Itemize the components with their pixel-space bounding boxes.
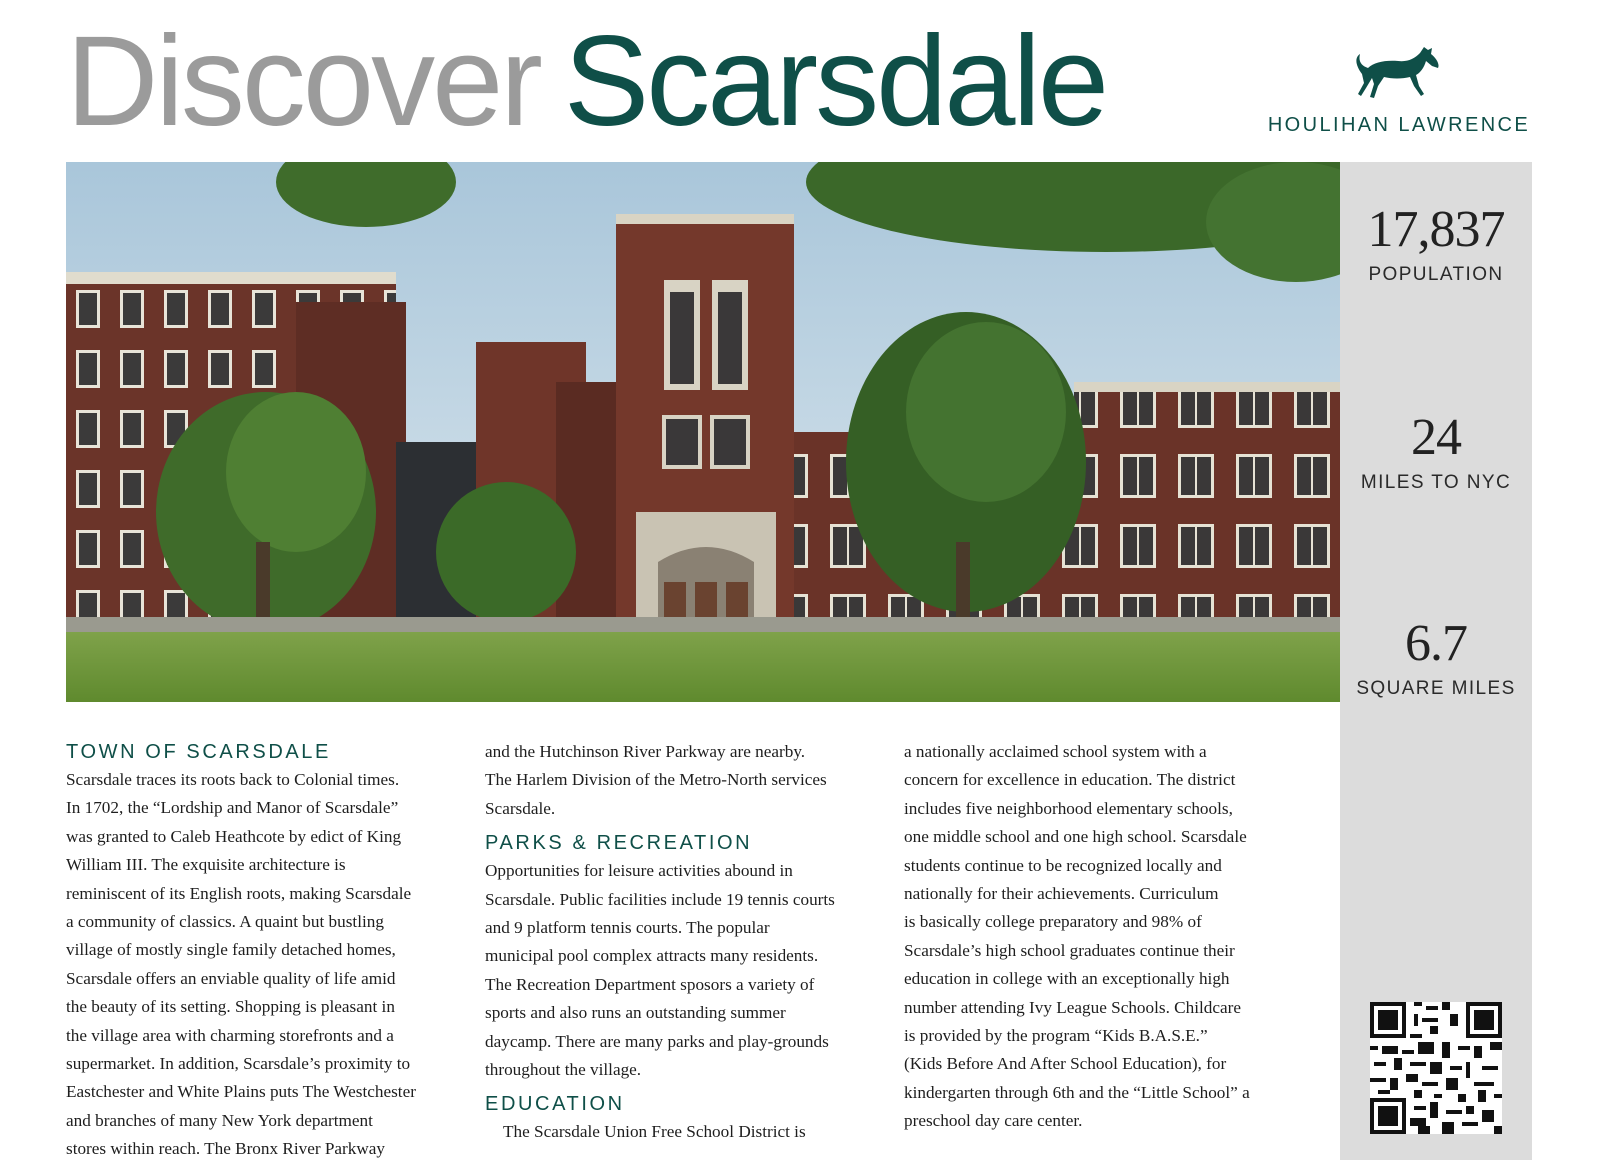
hero-photo-school (66, 162, 1340, 702)
text-line: The Harlem Division of the Metro-North services (485, 770, 827, 790)
text-line: number attending Ivy League Schools. Childcare (904, 997, 1241, 1017)
horse-icon (1352, 44, 1448, 104)
stat-square-miles (1340, 615, 1532, 700)
text-line: Scarsdale. (485, 798, 556, 818)
text-line: Scarsdale offers an enviable quality of life amid (66, 968, 396, 988)
text-line: and branches of many New York department (66, 1110, 373, 1130)
title-word-discover: Discover (66, 10, 540, 153)
text-line: the village area with charming storefronts and a (66, 1025, 394, 1045)
text-line: one middle school and one high school. Scarsdale (904, 827, 1247, 847)
text-line: The Scarsdale Union Free School District is (503, 1122, 806, 1142)
text-line: a nationally acclaimed school system with a (904, 742, 1207, 761)
section-heading-town: TOWN OF SCARSDALE (66, 741, 331, 763)
text-line: preschool day care center. (904, 1111, 1083, 1131)
text-line: Scarsdale’s high school graduates continue their (904, 940, 1235, 960)
page-title (66, 10, 1107, 153)
text-line: reminiscent of its English roots, making Scarsdale (66, 883, 412, 903)
stat-label: MILES TO NYC (1360, 472, 1512, 493)
text-line: kindergarten through 6th and the “Little School” a (904, 1082, 1250, 1102)
text-line: Scarsdale. Public facilities include 19 tennis courts (485, 889, 835, 909)
text-line: Scarsdale traces its roots back to Colonial times. (66, 770, 400, 789)
stat-label: SQUARE MILES (1356, 678, 1516, 699)
text-line: municipal pool complex attracts many residents. (485, 946, 819, 966)
text-line: is basically college preparatory and 98% of (904, 912, 1202, 932)
stat-value: 17,837 (1367, 201, 1505, 258)
text-line: In 1702, the “Lordship and Manor of Scarsdale” (66, 798, 399, 818)
text-line: daycamp. There are many parks and play-grounds (485, 1031, 829, 1051)
column-2 (485, 738, 885, 1147)
text-line: and 9 platform tennis courts. The popular (485, 918, 770, 938)
text-line: education in college with an exceptionally high (904, 969, 1230, 989)
stat-miles-to-nyc (1340, 409, 1532, 494)
text-line: the beauty of its setting. Shopping is pleasant in (66, 997, 395, 1017)
text-line: concern for excellence in education. The district (904, 770, 1236, 790)
text-line: a community of classics. A quaint but bustling (66, 912, 384, 932)
stat-value: 6.7 (1405, 615, 1467, 672)
text-line: includes five neighborhood elementary schools, (904, 798, 1233, 818)
column-1 (66, 738, 466, 1164)
text-line: nationally for their achievements. Curriculum (904, 884, 1219, 904)
text-line: supermarket. In addition, Scarsdale’s proximity to (66, 1054, 411, 1074)
stat-population (1340, 201, 1532, 286)
text-line: and the Hutchinson River Parkway are nearby. (485, 742, 806, 761)
text-line: Eastchester and White Plains puts The Westchester (66, 1082, 416, 1102)
text-line: was granted to Caleb Heathcote by edict of King (66, 826, 402, 846)
title-word-scarsdale: Scarsdale (563, 10, 1107, 153)
text-line: stores within reach. The Bronx River Parkway (66, 1139, 386, 1159)
stat-label: POPULATION (1368, 264, 1504, 285)
stat-value: 24 (1411, 409, 1461, 466)
text-line: sports and also runs an outstanding summer (485, 1003, 786, 1023)
brand-logo (1254, 40, 1544, 140)
column-3 (904, 738, 1304, 1136)
text-line: Opportunities for leisure activities abound in (485, 861, 793, 881)
section-heading-education: EDUCATION (485, 1093, 625, 1116)
text-line: The Recreation Department sposors a variety of (485, 974, 815, 994)
qr-code[interactable] (1370, 1002, 1502, 1134)
text-line: William III. The exquisite architecture is (66, 855, 346, 875)
text-line: students continue to be recognized locally and (904, 855, 1222, 875)
text-line: (Kids Before And After School Education), for (904, 1054, 1227, 1074)
logo-wordmark: HOULIHAN LAWRENCE (1267, 114, 1531, 136)
text-line: throughout the village. (485, 1060, 642, 1080)
text-line: is provided by the program “Kids B.A.S.E.” (904, 1026, 1208, 1046)
text-line: village of mostly single family detached homes, (66, 940, 396, 960)
stats-sidebar (1340, 162, 1532, 1160)
section-heading-parks: PARKS & RECREATION (485, 832, 753, 855)
